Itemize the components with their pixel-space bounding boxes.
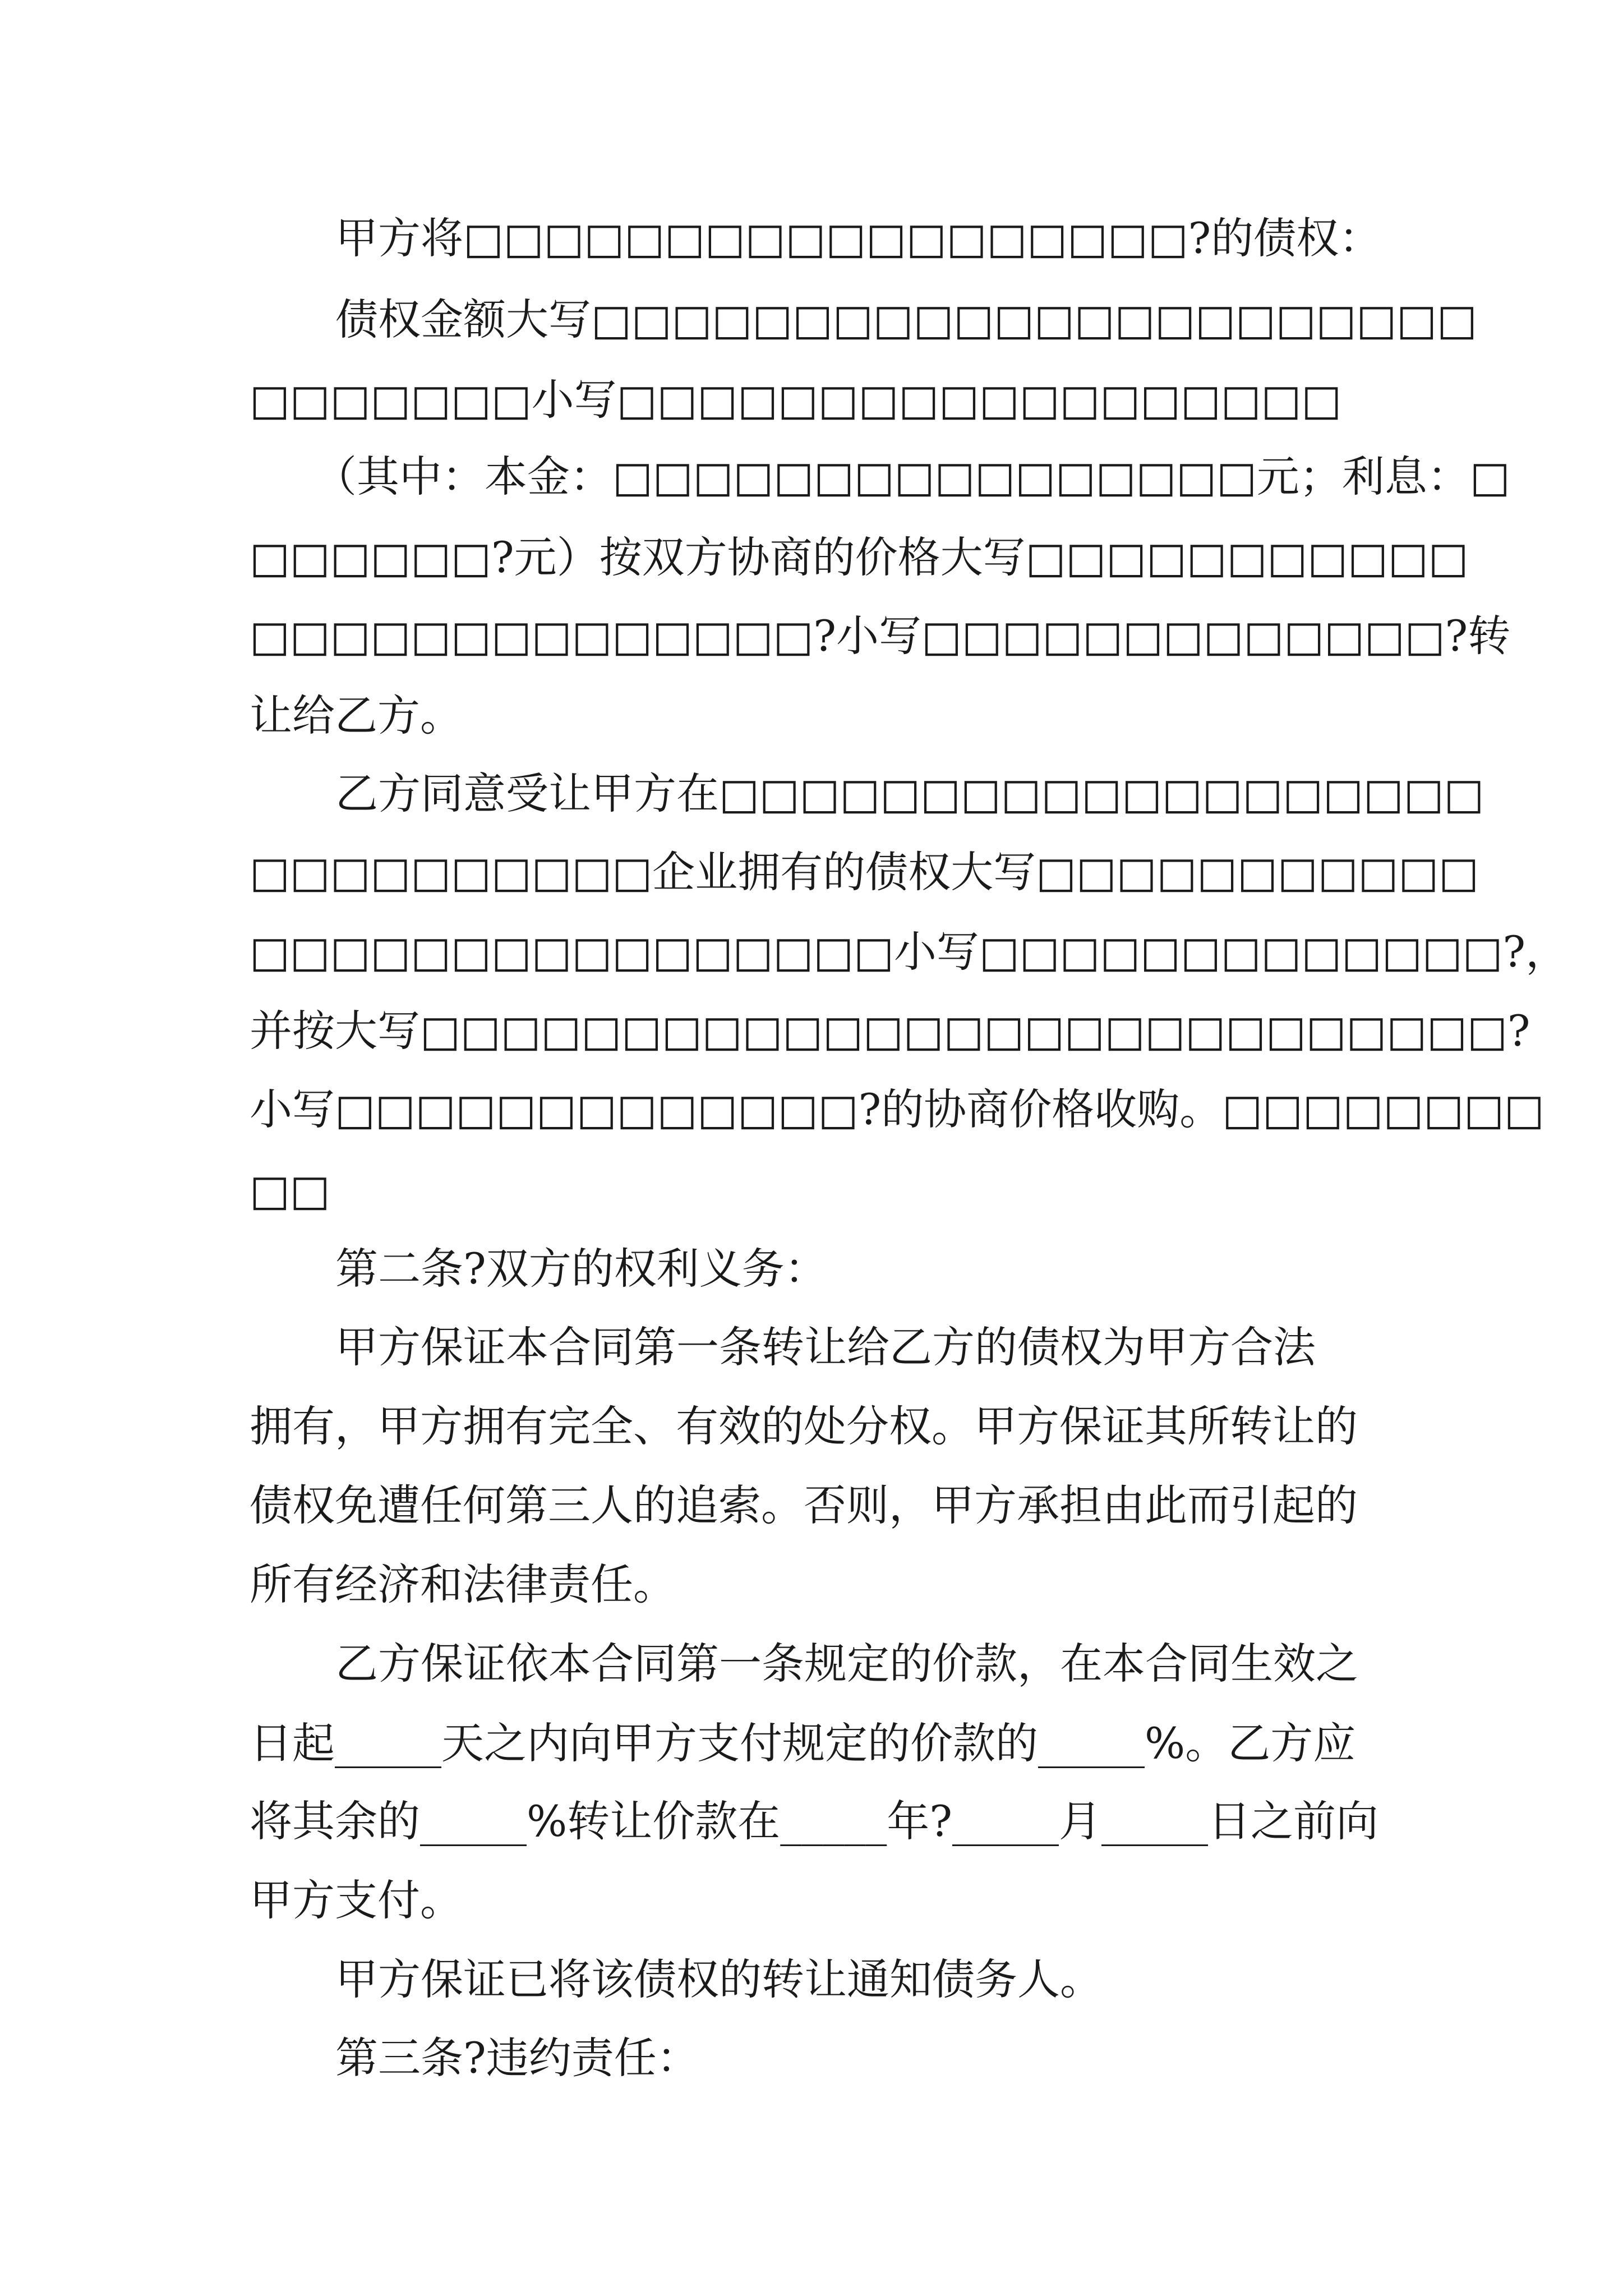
paragraph-line: □□□□□□□□□□企业拥有的债权大写□□□□□□□□□□□ xyxy=(250,847,1479,897)
paragraph-line: □□□□□□□□□□□□□□?小写□□□□□□□□□□□□□?转 xyxy=(250,611,1511,661)
paragraph-line: 让给乙方。 xyxy=(250,691,463,740)
paragraph-line: □□□□□□?元）按双方协商的价格大写□□□□□□□□□□□ xyxy=(250,532,1469,582)
paragraph-line: 甲方保证已将该债权的转让通知债务人。 xyxy=(335,1954,1103,2004)
paragraph-line: （其中：本金：□□□□□□□□□□□□□□□□元；利息：□ xyxy=(314,452,1510,501)
paragraph-line: 将其余的_____%转让价款在_____年?_____月_____日之前向 xyxy=(250,1796,1378,1846)
paragraph-line: 债权免遭任何第三人的追索。否则，甲方承担由此而引起的 xyxy=(250,1480,1358,1530)
paragraph-line: 并按大写□□□□□□□□□□□□□□□□□□□□□□□□□□□? xyxy=(250,1006,1530,1056)
paragraph-line: 所有经济和法律责任。 xyxy=(250,1559,676,1609)
paragraph-line: □□ xyxy=(250,1165,330,1215)
paragraph-line: □□□□□□□□□□□□□□□□小写□□□□□□□□□□□□□?， xyxy=(250,927,1569,977)
section-heading: 第二条?双方的权利义务： xyxy=(335,1244,827,1294)
paragraph-line: 小写□□□□□□□□□□□□□?的协商价格收购。□□□□□□□□ xyxy=(250,1084,1544,1134)
paragraph-line: 拥有，甲方拥有完全、有效的处分权。甲方保证其所转让的 xyxy=(250,1401,1358,1451)
section-heading: 第三条?违约责任： xyxy=(335,2033,699,2083)
paragraph-line: 甲方将□□□□□□□□□□□□□□□□□□?的债权： xyxy=(335,213,1382,263)
paragraph-line: 债权金额大写□□□□□□□□□□□□□□□□□□□□□□ xyxy=(335,295,1477,344)
paragraph-line: 乙方同意受让甲方在□□□□□□□□□□□□□□□□□□□ xyxy=(335,769,1484,818)
paragraph-line: 甲方支付。 xyxy=(250,1875,463,1925)
paragraph-line: □□□□□□□小写□□□□□□□□□□□□□□□□□□ xyxy=(250,375,1342,425)
paragraph-line: 甲方保证本合同第一条转让给乙方的债权为甲方合法 xyxy=(335,1322,1316,1372)
paragraph-line: 乙方保证依本合同第一条规定的价款，在本合同生效之 xyxy=(335,1639,1358,1688)
paragraph-line: 日起_____天之内向甲方支付规定的价款的_____%。乙方应 xyxy=(250,1718,1356,1768)
